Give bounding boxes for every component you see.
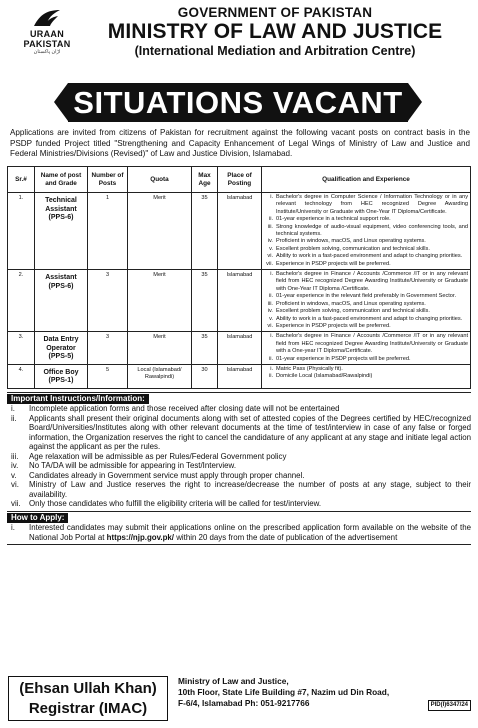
table-row xyxy=(8,193,471,270)
pid-number: PID(I)6347/24 xyxy=(428,700,471,711)
header-post: Name of post and Grade xyxy=(35,167,88,193)
cell-place: Islamabad xyxy=(218,270,262,332)
how-to-apply-heading: How to Apply: xyxy=(7,513,68,523)
signatory-name: (Ehsan Ullah Khan) xyxy=(19,680,157,697)
header-sr: Sr.# xyxy=(8,167,35,193)
signature-box xyxy=(8,676,168,721)
logo-line-1: URAAN xyxy=(30,29,64,39)
qualification-item: i. Matric Pass (Physically fit). xyxy=(270,365,343,372)
address-line-3: F-6/4, Islamabad Ph: 051-9217766 xyxy=(178,698,310,708)
header-number: Number of Posts xyxy=(88,167,128,193)
qualification-item: v. Excellent problem solving, communication and technical skills. xyxy=(269,245,430,252)
cell-sr: 3. xyxy=(8,332,35,365)
cell-quota: Merit xyxy=(128,270,192,332)
qualification-item: ii. 01-year experience in PSDP projects will be preferred. xyxy=(268,355,411,362)
cell-age: 30 xyxy=(192,364,218,388)
qualification-item: vi. Experience in PSDP projects will be preferred. xyxy=(267,322,391,329)
qualification-item: iv. Excellent problem solving, communication and technical skills. xyxy=(267,308,430,315)
cell-post: Data Entry Operator (PPS-5) xyxy=(35,332,88,365)
cell-age: 35 xyxy=(192,270,218,332)
logo-line-2: PAKISTAN xyxy=(23,39,71,49)
instruction-item: vii. Only those candidates who fulfill the eligibility criteria will be called for test/interview. xyxy=(11,499,322,508)
uraan-pakistan-logo xyxy=(12,8,82,66)
vacancy-table xyxy=(7,166,471,389)
intro-paragraph: Applications are invited from citizens of Pakistan for recruitment against the following vacant posts on contract basis in the PSDP funded Project titled "Strengthening and Capacity Enhancement of Legal Wings of Ministry of Law and Justice and Federal Ministries/Divisions (Revised)" of Law and Justice Division, Islamabad. xyxy=(10,128,470,159)
cell-sr: 2. xyxy=(8,270,35,332)
address-line-2: 10th Floor, State Life Building #7, Nazim ud Din Road, xyxy=(178,687,390,697)
cell-sr: 1. xyxy=(8,193,35,270)
instruction-item: iii. Age relaxation will be admissible as per Rules/Federal Government policy xyxy=(11,451,287,461)
ministry-title: MINISTRY OF LAW AND JUSTICE xyxy=(107,20,443,43)
cell-posts: 5 xyxy=(88,364,128,388)
instruction-item: i. Incomplete application forms and those received after closing date will not be entertained xyxy=(11,404,340,413)
header xyxy=(80,5,470,59)
qualification-item: ii. Domicile Local (Islamabad/Rawalpindi) xyxy=(268,373,373,380)
table-row xyxy=(8,332,471,365)
qualification-item: vi. Ability to work in a fast-paced environment and adapt to changing priorities. xyxy=(267,253,463,260)
qualification-item: ii. 01-year experience in a technical support role. xyxy=(268,216,391,223)
instruction-item: iv. No TA/DA will be admissible for appearing in Test/Interview. xyxy=(11,461,237,470)
signatory-title: Registrar (IMAC) xyxy=(28,700,148,717)
cell-qualification xyxy=(262,332,471,365)
qualification-item: iii. Strong knowledge of audio-visual equipment, video conferencing tools, and technical systems. xyxy=(267,223,468,238)
cell-quota: Merit xyxy=(128,332,192,365)
cell-post: Office Boy (PPS-1) xyxy=(35,364,88,388)
apply-text-post: within 20 days from the date of publication of the advertisement xyxy=(174,532,398,542)
instruction-item: v. Candidates already in Government service must apply through proper channel. xyxy=(11,470,305,480)
qualification-item: vii. Experience in PSDP projects will be preferred. xyxy=(266,260,391,267)
qualification-item: i. Bachelor's degree in Finance / Accounts /Commerce /IT or in any relevant field from HEC recognized Degree Awarding Institute/University or Graduate with a One-year IT Diploma/Certificate. xyxy=(270,333,468,355)
cell-quota: Local (Islamabad/ Rawalpindi) xyxy=(128,364,192,388)
instructions-heading: Important Instructions/Information: xyxy=(7,394,149,404)
cell-place: Islamabad xyxy=(218,332,262,365)
cell-age: 35 xyxy=(192,332,218,365)
cell-quota: Merit xyxy=(128,193,192,270)
cell-post: Technical Assistant (PPS-6) xyxy=(35,193,88,270)
header-place: Place of Posting xyxy=(218,167,262,193)
divider xyxy=(7,544,471,545)
cell-place: Islamabad xyxy=(218,193,262,270)
cell-qualification xyxy=(262,193,471,270)
instruction-item: vi. Ministry of Law and Justice reserves the right to increase/decrease the number of posts at any stage, subject to their availability. xyxy=(11,480,471,499)
bird-logo-icon xyxy=(30,8,64,30)
cell-qualification xyxy=(262,364,471,388)
cell-qualification xyxy=(262,270,471,332)
table-row xyxy=(8,364,471,388)
instruction-item: ii. Applicants shall present their original documents along with set of attested copies of the Degrees certified by HEC/recognized Board/Universities/Institutes along with other relevant documents at the time of test/interview in case of any false or forged information, the Organization reserves the right to cancel the candidature of any applicant at any stage and initiate legal action against the applicant as per the rules. xyxy=(11,413,471,451)
cell-sr: 4. xyxy=(8,364,35,388)
logo-line-3: ﺍﮌﺍﻥ ﭘﺎﮐﺴﺘﺎﻥ xyxy=(33,49,61,55)
government-title: GOVERNMENT OF PAKISTAN xyxy=(177,5,373,20)
address-block xyxy=(178,676,470,709)
qualification-item: iv. Proficient in windows, macOS, and Linux operating systems. xyxy=(267,238,426,245)
how-to-apply-text xyxy=(7,523,471,542)
qualification-item: i. Bachelor's degree in Computer Science / Information Technology or in any relevant technology from HEC recognized Degree Awarding Institute/University or Graduate with One-Year IT Diploma/Certificate. xyxy=(270,194,468,215)
njp-portal-link[interactable]: https://njp.gov.pk/ xyxy=(106,532,174,542)
apply-text-pre: Interested candidates may submit their applications online on the prescribed application form available on the website of the National Job Portal at xyxy=(29,523,471,542)
table-header-row xyxy=(8,167,471,193)
centre-title: (International Mediation and Arbitration Centre) xyxy=(134,44,416,58)
address-line-1: Ministry of Law and Justice, xyxy=(178,676,289,686)
header-quota: Quota xyxy=(128,167,192,193)
instructions-list xyxy=(7,404,471,509)
item-number: i. xyxy=(11,523,15,532)
situations-vacant-banner: SITUATIONS VACANT xyxy=(68,83,408,122)
cell-posts: 1 xyxy=(88,193,128,270)
header-qualification: Qualification and Experience xyxy=(262,167,471,193)
cell-place: Islamabad xyxy=(218,364,262,388)
cell-post: Assistant (PPS-6) xyxy=(35,270,88,332)
cell-posts: 3 xyxy=(88,332,128,365)
cell-posts: 3 xyxy=(88,270,128,332)
qualification-item: iii. Proficient in windows, macOS, and Linux operating systems. xyxy=(267,300,426,307)
table-row xyxy=(8,270,471,332)
qualification-item: ii. 01-year experience in the relevant field preferably in Government Sector. xyxy=(268,293,457,300)
qualification-item: v. Ability to work in a fast-paced environment and adapt to changing priorities. xyxy=(269,315,463,322)
cell-age: 35 xyxy=(192,193,218,270)
divider xyxy=(7,511,471,512)
divider xyxy=(7,392,471,393)
qualification-item: i. Bachelor's degree in Finance / Accounts /Commerce /IT or in any relevant field from HEC recognized Degree Awarding Institute/University or Graduate with One-Year IT Diploma /Certificate. xyxy=(270,271,468,292)
header-age: Max Age xyxy=(192,167,218,193)
